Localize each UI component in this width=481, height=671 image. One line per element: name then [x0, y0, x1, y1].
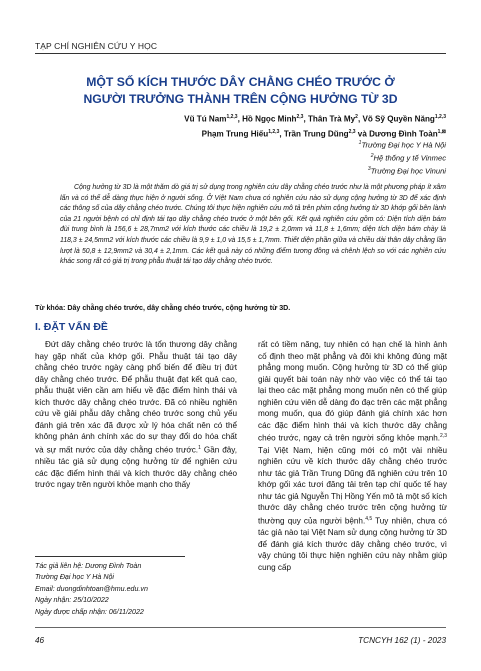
author-name: Dương Đình Toàn — [369, 129, 438, 139]
author-name: Vũ Tú Nam — [184, 114, 227, 124]
body-column-right — [258, 339, 447, 573]
header-divider — [35, 53, 446, 54]
author-affil-sup: 1,2,3 — [434, 114, 446, 120]
authors-line-1 — [35, 111, 446, 126]
body-text: Tuy nhiên, chưa có tác giả nào tại Việt Nam sử dụng cộng hưởng từ 3D để đánh giá kích thước dây chằng chéo trước, vì vậy chúng tôi thực hiện nghiên cứu này nhằm giúp cung cấp — [258, 516, 447, 572]
received-date: Ngày nhận: 25/10/2022 — [35, 596, 109, 605]
affiliation-text: Trường Đại học Vinuni — [370, 166, 446, 176]
title-line-2: NGƯỜI TRƯỞNG THÀNH TRÊN CỘNG HƯỞNG TỪ 3D — [83, 92, 398, 106]
author-affil-sup: 2 — [355, 114, 358, 120]
author-sep: , — [357, 114, 363, 124]
author-affil-sup: 2,3 — [348, 128, 356, 135]
affiliation-sup: 1 — [358, 140, 362, 146]
page-number: 46 — [35, 636, 45, 645]
title-line-1: MỘT SỐ KÍCH THƯỚC DÂY CHẰNG CHÉO TRƯỚC Ở — [86, 75, 395, 89]
affiliation-sup: 3 — [367, 166, 371, 173]
author-affil-sup: 1,2,3 — [226, 114, 238, 120]
affiliation-text: Hệ thống y tế Vinmec — [373, 153, 446, 163]
footnote-divider — [35, 556, 185, 557]
affiliation-text: Trường Đại học Y Hà Nội — [361, 140, 446, 150]
author-name: Võ Sỹ Quyền Năng — [362, 114, 435, 124]
affiliation-item — [200, 151, 446, 164]
citation-sup: 2,3 — [440, 433, 447, 440]
footer-divider — [35, 627, 446, 628]
affiliation-sup: 2 — [370, 153, 374, 160]
body-column-left — [35, 339, 237, 491]
body-text: rất có tiềm năng, tuy nhiên có hạn chế là hình ảnh cố định theo mặt phẳng và đôi khi không đúng mặt phẳng mong muốn. Cộng hưởng từ 3D có thể giúp giải quyết bài toán này nhờ vào việc có thể tái tạo lại theo các mặt phẳng mong muốn nên có thể giúp nghiên cứu viên dễ dàng đo đạc trên các mặt phẳng mong muốn, qua đó giúp đánh giá chính xác hơn các đặc điểm hình thái và kích thước dây chằng chéo trước, ngay cả trên người sống khỏe mạnh. — [258, 340, 447, 444]
body-text: Đứt dây chằng chéo trước là tổn thương dây chằng hay gặp nhất của khớp gối. Phẫu thuật tái tạo dây chằng chéo trước ngày càng phổ biến để điều trị đứt dây chằng chéo trước. Để phẫu thuật đạt kết quả cao, phẫu thuật viên cần am hiểu về đặc điểm hình thái và kích thước dây chằng chéo trước. Đã có nhiều nghiên cứu về giải phẫu dây chằng chéo trước song chủ yếu đánh giá trên xác đã được xử lý hóa chất nên có thể không phản ánh chính xác do sự thay đổi do hóa chất và sự mất nước của dây chằng chéo trước. — [35, 340, 237, 455]
affiliation-item — [200, 164, 446, 177]
accepted-date: Ngày được chấp nhận: 06/11/2022 — [35, 607, 144, 616]
author-list — [35, 111, 446, 140]
citation-sup: 1 — [198, 444, 201, 451]
author-sep: , — [237, 114, 243, 124]
author-sep: , — [303, 114, 308, 124]
author-name: Thân Trà My — [307, 114, 356, 124]
corresponding-email: Email: duongdinhtoan@hmu.edu.vn — [35, 584, 148, 593]
author-name: Hồ Ngọc Minh — [242, 114, 297, 124]
affiliation-item — [200, 138, 446, 151]
correspondence-note — [35, 561, 240, 618]
abstract: Cộng hưởng từ 3D là một thăm dò giá trị sử dụng trong nghiên cứu dây chằng chéo trước như là một phương pháp ít xâm lấn và có thể dễ dàng thực hiện ở người sống. Ở Việt Nam chưa có nghiên cứu nào sử dụng cộng hưởng từ 3D để xác định các thông số của dây chằng chéo trước. Chúng tôi thực hiện nghiên cứu mô tả trên phim cộng hưởng từ 3D khớp gối bên lành của 21 người bệnh có chỉ định tái tạo dây chằng chéo trước ở một bên gối. Kết quả nghiên cứu gồm có: Diện tích diện bám đùi trung bình là 156,6 ± 28,7mm2 với kích thước các chiều là 19,2 ± 2,0mm và 11,8 ± 1,6mm; diện tích diện bám chày là 118,3 ± 24,5mm2 với kích thước các chiều là 9,9 ± 1,0 và 15,5 ± 1,7mm. Thiết diện phần giữa và chiều dài thân dây chằng lần lượt là 50,8 ± 12,9mm2 và 30,4 ± 2,1mm. Các kết quả này có những điểm tương đồng và chênh lệch so với các nghiên cứu khác song rất có giá trị trong phẫu thuật tái tạo dây chằng chéo trước. — [60, 184, 446, 266]
section-heading: I. ĐẶT VẤN ĐỀ — [35, 321, 108, 333]
footer-journal-issue: TCNCYH 162 (1) - 2023 — [358, 636, 446, 645]
corresponding-affiliation: Trường Đại học Y Hà Nội — [35, 573, 114, 582]
corresponding-author: Tác giả liên hệ: Dương Đình Toàn — [35, 562, 142, 570]
author-affil-sup: 1,2,3 — [268, 128, 280, 135]
article-title — [35, 74, 446, 108]
affiliation-list — [200, 138, 446, 177]
author-affil-sup: 1,⊠ — [437, 128, 446, 135]
author-affil-sup: 2,3 — [296, 114, 304, 120]
author-name: Phạm Trung Hiếu — [201, 129, 269, 139]
body-text: Gần đây, nhiều tác giả sử dụng cộng hưởng từ để nghiên cứu các đặc điểm hình thái và kích thước dây chằng chéo trước ngay trên người khỏe mạnh cho thấy — [35, 445, 237, 490]
journal-header: TẠP CHÍ NGHIÊN CỨU Y HỌC — [35, 41, 158, 51]
keywords: Từ khóa: Dây chằng chéo trước, dây chằng chéo trước, cộng hưởng từ 3D. — [35, 304, 291, 312]
author-sep: , — [279, 129, 284, 139]
author-sep: và — [355, 129, 370, 139]
citation-sup: 4,5 — [365, 515, 373, 522]
body-text: Tại Việt Nam, hiện cũng mới có một vài nhiều nghiên cứu về kích thước dây chằng chéo trước như tác giả Trần Trung Dũng đã nghiên cứu trên 10 khớp gối xác tươi đăng tải trên tạp chí quốc tế hay như tác giả Nguyễn Thị Hồng Yến mô tả một số kích thước dây chằng chéo trước trên cộng hưởng từ thường quy của người bệnh. — [258, 445, 447, 526]
author-name: Trần Trung Dũng — [283, 129, 349, 139]
